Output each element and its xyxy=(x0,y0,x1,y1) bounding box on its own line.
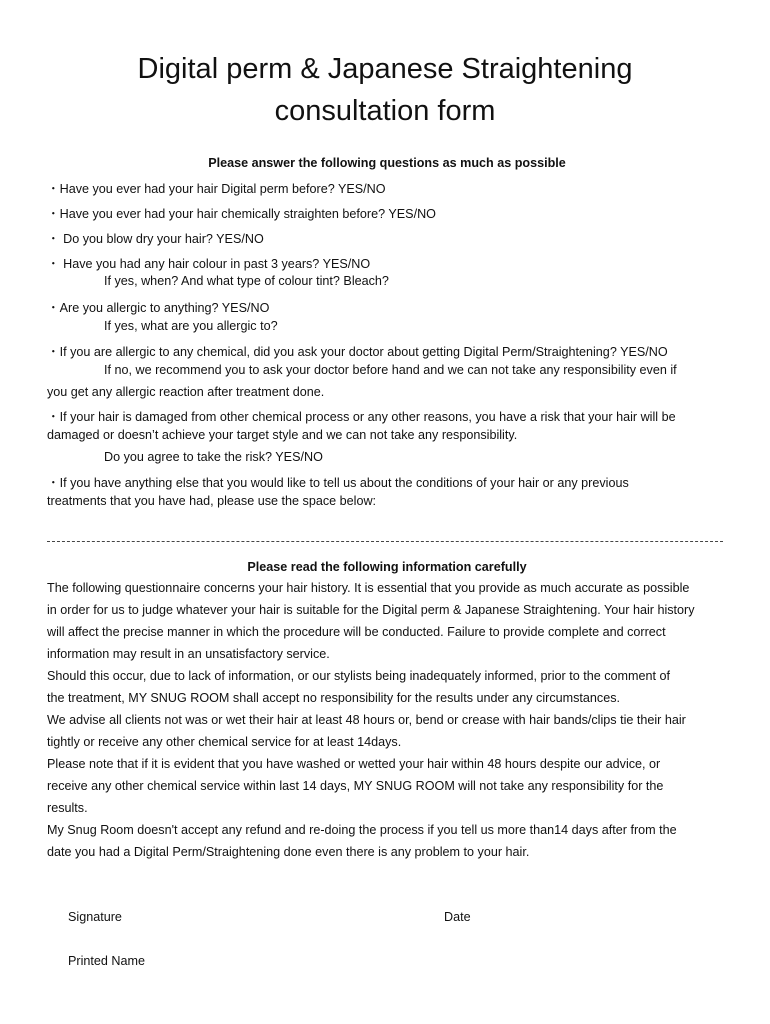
signature-label: Signature xyxy=(68,910,122,924)
information-line: tightly or receive any other chemical service for at least 14days. xyxy=(47,735,402,749)
title-line-1: Digital perm & Japanese Straightening xyxy=(137,53,633,85)
information-line: information may result in an unsatisfactory service. xyxy=(47,647,330,661)
information-line: Should this occur, due to lack of information, or our stylists being inadequately informed, prior to the comment of xyxy=(47,669,671,683)
question-subline: If yes, when? And what type of colour tint? Bleach? xyxy=(104,274,389,288)
question-line: ・ Do you blow dry your hair? YES/NO xyxy=(47,232,264,246)
title-line-2: consultation form xyxy=(274,95,496,127)
question-line: ・Have you ever had your hair Digital perm before? YES/NO xyxy=(47,182,386,196)
printed-name-label: Printed Name xyxy=(68,954,145,968)
information-line: My Snug Room doesn't accept any refund and re-doing the process if you tell us more than14 days after from the xyxy=(47,823,677,837)
question-subline: If yes, what are you allergic to? xyxy=(104,319,278,333)
question-continuation: you get any allergic reaction after treatment done. xyxy=(47,385,325,399)
information-heading: Please read the following information carefully xyxy=(247,560,527,574)
question-line: ・If you are allergic to any chemical, did you ask your doctor about getting Digital Perm/Straightening? YES/NO xyxy=(47,345,668,359)
information-line: will affect the precise manner in which the procedure will be conducted. Failure to provide complete and correct xyxy=(47,625,666,639)
information-line: the treatment, MY SNUG ROOM shall accept no responsibility for the results under any circumstances. xyxy=(47,691,621,705)
question-continuation: damaged or doesn’t achieve your target style and we can not take any responsibility. xyxy=(47,428,518,442)
information-line: date you had a Digital Perm/Straightening done even there is any problem to your hair. xyxy=(47,845,530,859)
information-line: results. xyxy=(47,801,88,815)
form-title xyxy=(0,48,770,132)
questions-heading: Please answer the following questions as much as possible xyxy=(208,156,566,170)
dashed-divider xyxy=(47,541,723,542)
question-line: ・If you have anything else that you would like to tell us about the conditions of your hair or any previous xyxy=(47,476,629,490)
question-line: ・If your hair is damaged from other chemical process or any other reasons, you have a risk that your hair will be xyxy=(47,410,676,424)
information-line: receive any other chemical service within last 14 days, MY SNUG ROOM will not take any responsibility for the xyxy=(47,779,664,793)
question-line: ・Are you allergic to anything? YES/NO xyxy=(47,301,270,315)
question-subline: Do you agree to take the risk? YES/NO xyxy=(104,450,323,464)
question-line: ・ Have you had any hair colour in past 3 years? YES/NO xyxy=(47,257,371,271)
question-line: ・Have you ever had your hair chemically straighten before? YES/NO xyxy=(47,207,436,221)
date-label: Date xyxy=(444,910,471,924)
information-line: The following questionnaire concerns your hair history. It is essential that you provide as much accurate as possible xyxy=(47,581,690,595)
information-line: Please note that if it is evident that you have washed or wetted your hair within 48 hours despite our advice, or xyxy=(47,757,661,771)
information-line: We advise all clients not was or wet their hair at least 48 hours or, bend or crease with hair bands/clips tie their hair xyxy=(47,713,686,727)
question-subline: If no, we recommend you to ask your doctor before hand and we can not take any responsibility even if xyxy=(104,363,677,377)
question-continuation: treatments that you have had, please use the space below: xyxy=(47,494,377,508)
information-line: in order for us to judge whatever your hair is suitable for the Digital perm & Japanese Straightening. Your hair history xyxy=(47,603,695,617)
